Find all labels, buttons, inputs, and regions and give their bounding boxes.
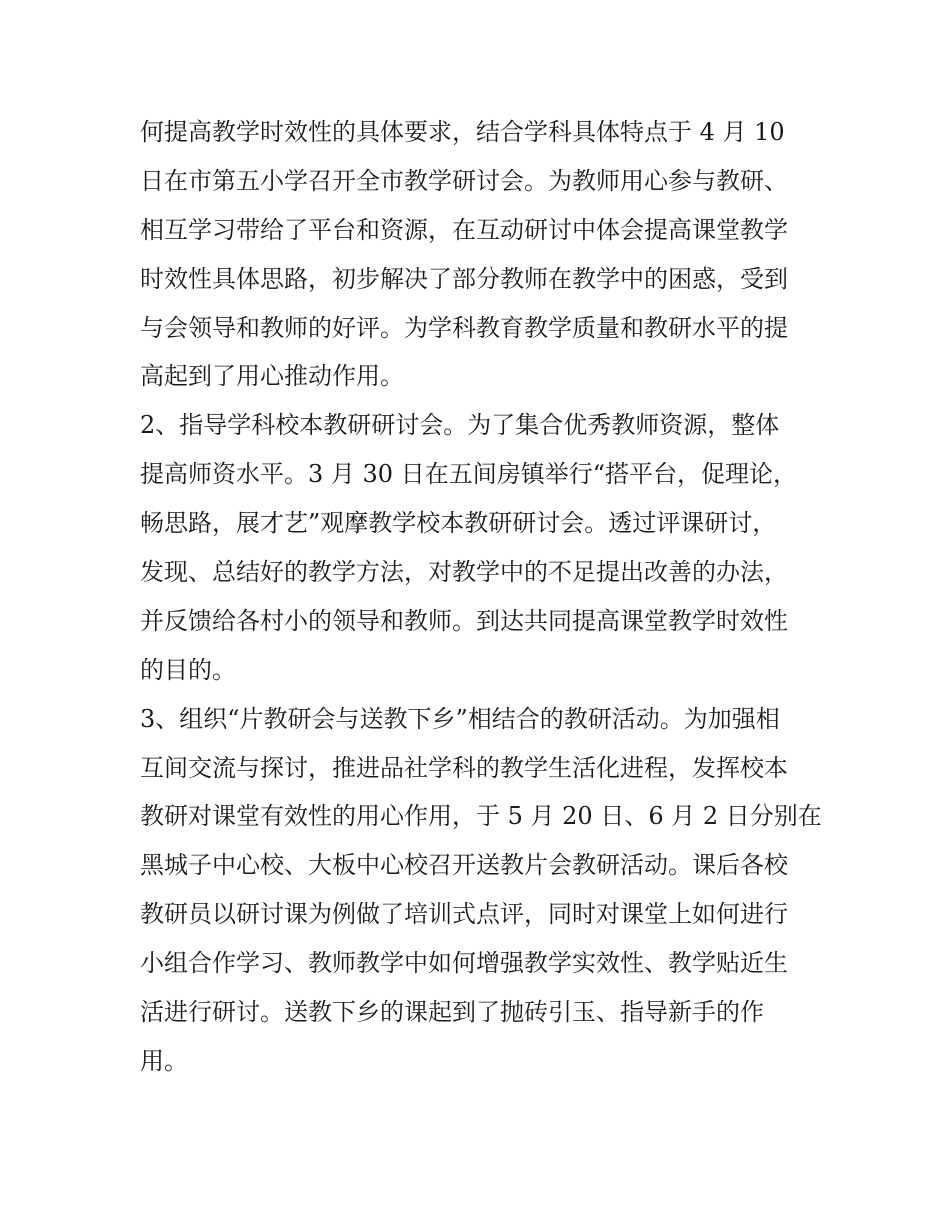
text-line: 日在市第五小学召开全市教学研讨会。为教师用心参与教研、 [140,166,788,195]
text-line: 用。 [140,1046,188,1075]
text-line: 2、指导学科校本教研研讨会。为了集合优秀教师资源，整体 [140,411,780,440]
text-line: 发现、总结好的教学方法，对教学中的不足提出改善的办法， [140,558,788,587]
text-line: 提高师资水平。3 月 30 日在五间房镇举行“搭平台，促理论， [140,460,797,489]
text-line: 3、组织“片教研会与送教下乡”相结合的教研活动。为加强相 [140,704,780,733]
text-line: 与会领导和教师的好评。为学科教育教学质量和教研水平的提 [140,313,788,342]
text-line: 互间交流与探讨，推进品社学科的教学生活化进程，发挥校本 [140,753,788,782]
text-line: 的目的。 [140,655,236,684]
text-line: 何提高教学时效性的具体要求，结合学科具体特点于 4 月 10 [140,118,785,146]
text-line: 并反馈给各村小的领导和教师。到达共同提高课堂教学时效性 [140,606,788,635]
text-line: 畅思路，展才艺”观摩教学校本教研研讨会。透过评课研讨， [140,509,777,538]
text-line: 时效性具体思路，初步解决了部分教师在教学中的困惑，受到 [140,264,788,293]
text-line: 相互学习带给了平台和资源，在互动研讨中体会提高课堂教学 [140,215,788,244]
text-line: 小组合作学习、教师教学中如何增强教学实效性、教学贴近生 [140,949,788,978]
text-line: 教研对课堂有效性的用心作用，于 5 月 20 日、6 月 2 日分别在 [140,802,822,831]
text-line: 教研员以研讨课为例做了培训式点评，同时对课堂上如何进行 [140,900,788,929]
document-body [140,108,820,1086]
text-line: 活进行研讨。送教下乡的课起到了抛砖引玉、指导新手的作 [140,998,764,1027]
text-line: 高起到了用心推动作用。 [140,362,404,391]
text-line: 黑城子中心校、大板中心校召开送教片会教研活动。课后各校 [140,851,788,880]
